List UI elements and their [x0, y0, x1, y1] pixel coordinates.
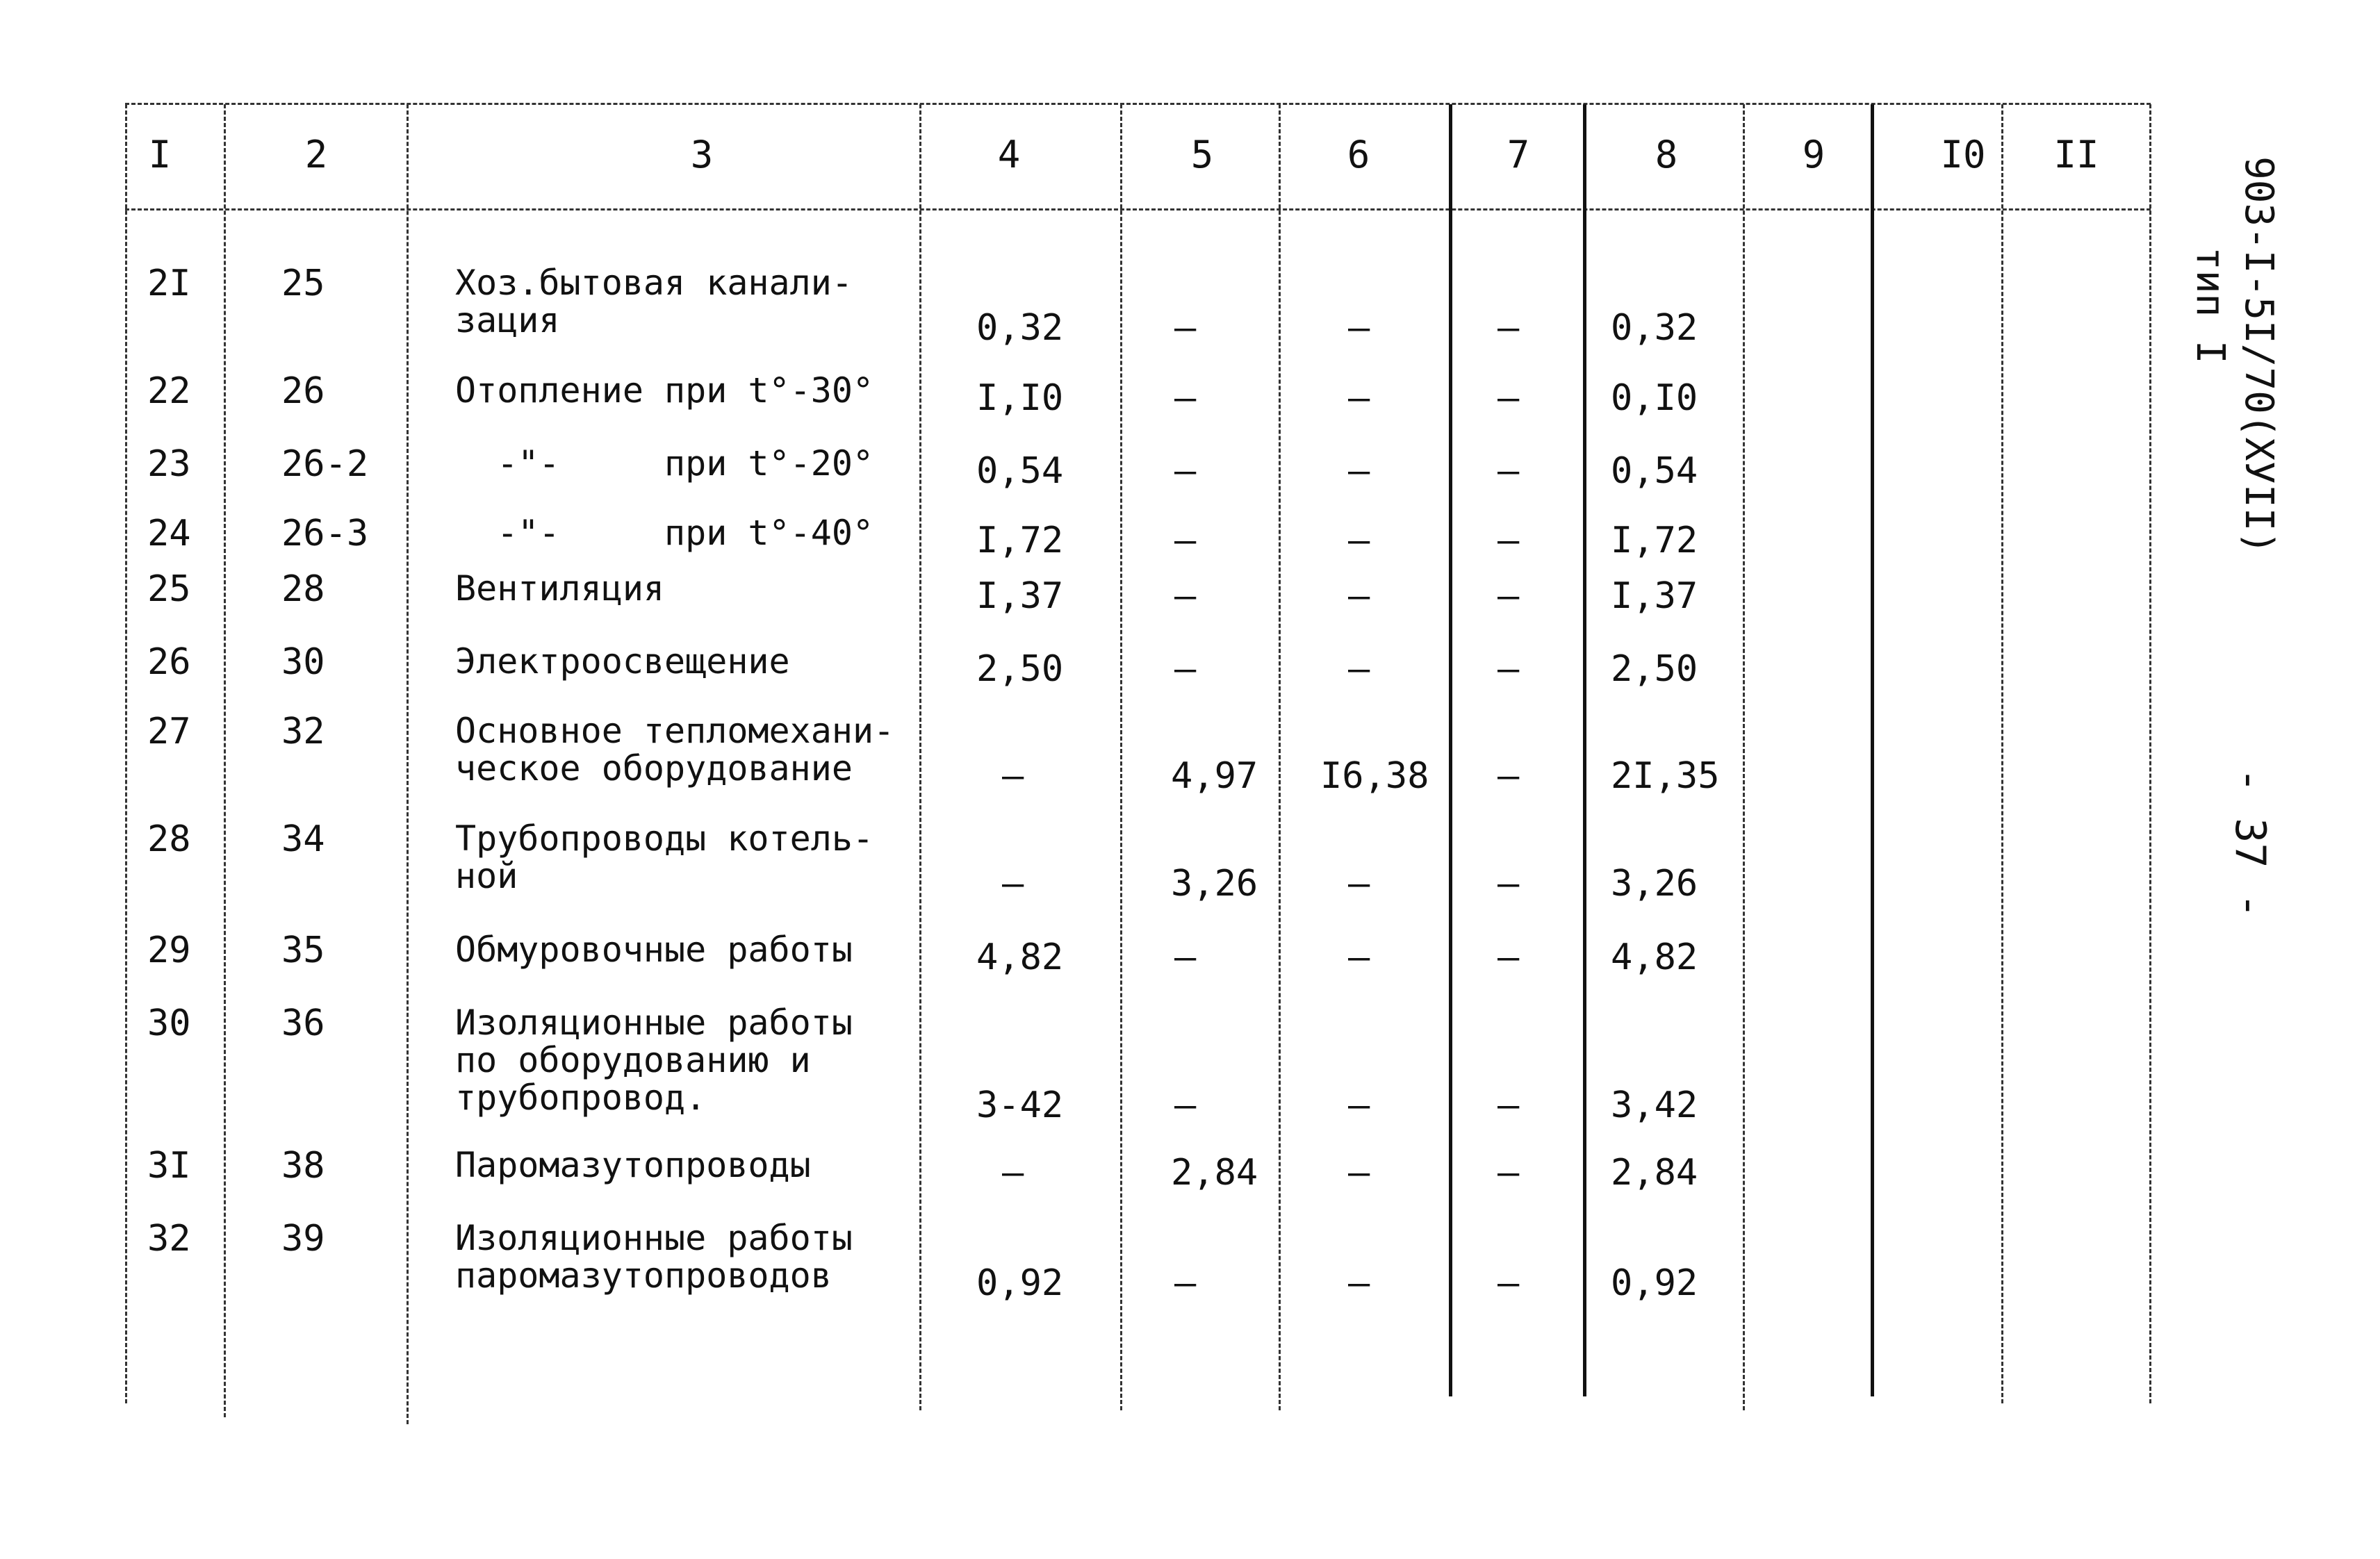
row-number: 26 — [147, 641, 191, 683]
row-value-c8: 2I,35 — [1611, 755, 1720, 797]
header-bottom-rule — [125, 208, 2151, 211]
row-value-c4: 0,92 — [976, 1262, 1064, 1304]
row-number: 2I — [147, 263, 191, 304]
row-description: ной — [455, 856, 518, 896]
row-value-c6: – — [1348, 575, 1370, 617]
header-col-6: 6 — [1347, 133, 1370, 176]
row-value-c8: 2,84 — [1611, 1152, 1698, 1194]
row-value-c6: – — [1348, 307, 1370, 349]
row-value-c7: – — [1497, 1084, 1520, 1126]
column-rule — [407, 104, 409, 1424]
row-value-c7: – — [1497, 377, 1520, 419]
row-number: 3I — [147, 1145, 191, 1187]
row-description: паромазутопроводов — [455, 1255, 832, 1296]
row-value-c5: 3,26 — [1171, 863, 1258, 905]
row-value-c8: I,72 — [1611, 520, 1698, 561]
row-description: Хоз.бытовая канали- — [455, 263, 853, 303]
row-description: Изоляционные работы — [455, 1003, 853, 1043]
column-rule — [1120, 104, 1122, 1410]
row-description: Вентиляция — [455, 568, 665, 609]
row-value-c7: – — [1497, 648, 1520, 690]
header-col-4: 4 — [997, 133, 1021, 176]
row-description: Трубопроводы котель- — [455, 818, 874, 859]
header-col-9: 9 — [1802, 133, 1825, 176]
row-value-c7: – — [1497, 450, 1520, 492]
row-value-c7: – — [1497, 937, 1520, 978]
row-value-c4: I,37 — [976, 575, 1064, 617]
row-value-c6: – — [1348, 648, 1370, 690]
row-value-c6: – — [1348, 450, 1370, 492]
page-number: - 37 - — [2226, 768, 2274, 918]
row-description: трубопровод. — [455, 1078, 707, 1118]
row-code: 32 — [281, 711, 325, 752]
document-type: тип I — [2188, 247, 2233, 364]
row-value-c7: – — [1497, 520, 1520, 561]
row-code: 35 — [281, 930, 325, 971]
row-value-c6: – — [1348, 377, 1370, 419]
row-description: Паромазутопроводы — [455, 1145, 811, 1185]
row-code: 34 — [281, 818, 325, 860]
row-number: 23 — [147, 443, 191, 485]
header-col-10: I0 — [1940, 133, 1986, 176]
row-code: 25 — [281, 263, 325, 304]
row-description: -"- при t°-20° — [455, 443, 874, 484]
row-value-c4: 3-42 — [976, 1084, 1064, 1126]
row-value-c8: 2,50 — [1611, 648, 1698, 690]
row-value-c8: 4,82 — [1611, 937, 1698, 978]
row-description: Основное тепломехани- — [455, 711, 895, 751]
row-description: Изоляционные работы — [455, 1218, 853, 1258]
row-value-c5: – — [1174, 575, 1197, 617]
row-number: 24 — [147, 513, 191, 554]
row-value-c5: – — [1174, 937, 1197, 978]
row-value-c7: – — [1497, 755, 1520, 797]
row-code: 26-3 — [281, 513, 369, 554]
row-description: Электроосвещение — [455, 641, 790, 682]
row-description: Обмуровочные работы — [455, 930, 853, 970]
row-description: по оборудованию и — [455, 1040, 811, 1080]
row-value-c4: – — [1002, 863, 1024, 905]
column-rule — [125, 104, 127, 1403]
row-value-c6: – — [1348, 1152, 1370, 1194]
row-code: 36 — [281, 1003, 325, 1044]
column-rule — [919, 104, 921, 1410]
row-code: 38 — [281, 1145, 325, 1187]
row-value-c8: 3,26 — [1611, 863, 1698, 905]
row-value-c6: – — [1348, 937, 1370, 978]
header-col-1: I — [148, 133, 172, 176]
column-rule — [224, 104, 226, 1417]
row-description: зация — [455, 300, 560, 340]
column-rule — [1743, 104, 1745, 1410]
row-number: 27 — [147, 711, 191, 752]
row-code: 26 — [281, 370, 325, 412]
column-rule — [1583, 104, 1586, 1396]
row-description: ческое оборудование — [455, 748, 853, 789]
header-col-3: 3 — [690, 133, 714, 176]
row-value-c8: 0,I0 — [1611, 377, 1698, 419]
header-col-2: 2 — [304, 133, 328, 176]
row-value-c5: 2,84 — [1171, 1152, 1258, 1194]
column-rule — [1449, 104, 1452, 1396]
header-col-7: 7 — [1507, 133, 1530, 176]
row-value-c6: – — [1348, 1262, 1370, 1304]
row-code: 28 — [281, 568, 325, 610]
column-rule — [1871, 104, 1874, 1396]
row-value-c4: – — [1002, 1152, 1024, 1194]
row-number: 29 — [147, 930, 191, 971]
row-value-c5: – — [1174, 1084, 1197, 1126]
row-value-c7: – — [1497, 1152, 1520, 1194]
row-value-c7: – — [1497, 307, 1520, 349]
row-value-c8: 3,42 — [1611, 1084, 1698, 1126]
row-value-c4: 4,82 — [976, 937, 1064, 978]
row-value-c6: – — [1348, 1084, 1370, 1126]
row-value-c4: I,72 — [976, 520, 1064, 561]
row-value-c4: 0,32 — [976, 307, 1064, 349]
row-number: 25 — [147, 568, 191, 610]
header-col-11: II — [2053, 133, 2099, 176]
row-code: 39 — [281, 1218, 325, 1260]
row-value-c8: 0,32 — [1611, 307, 1698, 349]
header-col-8: 8 — [1655, 133, 1678, 176]
table-top-rule — [125, 103, 2151, 105]
row-value-c7: – — [1497, 863, 1520, 905]
header-col-5: 5 — [1190, 133, 1214, 176]
row-number: 32 — [147, 1218, 191, 1260]
row-value-c5: – — [1174, 307, 1197, 349]
row-value-c4: – — [1002, 755, 1024, 797]
column-rule — [1279, 104, 1281, 1410]
row-number: 28 — [147, 818, 191, 860]
row-value-c5: – — [1174, 520, 1197, 561]
column-rule — [2149, 104, 2151, 1403]
row-value-c6: I6,38 — [1320, 755, 1429, 797]
row-value-c7: – — [1497, 575, 1520, 617]
row-description: -"- при t°-40° — [455, 513, 874, 553]
row-number: 30 — [147, 1003, 191, 1044]
row-code: 30 — [281, 641, 325, 683]
row-value-c8: 0,92 — [1611, 1262, 1698, 1304]
row-value-c5: – — [1174, 1262, 1197, 1304]
row-value-c8: I,37 — [1611, 575, 1698, 617]
row-value-c4: 0,54 — [976, 450, 1064, 492]
row-value-c4: 2,50 — [976, 648, 1064, 690]
row-value-c7: – — [1497, 1262, 1520, 1304]
row-value-c8: 0,54 — [1611, 450, 1698, 492]
row-value-c5: 4,97 — [1171, 755, 1258, 797]
row-value-c5: – — [1174, 648, 1197, 690]
row-number: 22 — [147, 370, 191, 412]
column-rule — [2001, 104, 2003, 1403]
row-value-c5: – — [1174, 450, 1197, 492]
row-code: 26-2 — [281, 443, 369, 485]
row-value-c6: – — [1348, 863, 1370, 905]
document-code: 903-I-5I/70(XУII) — [2236, 156, 2281, 555]
row-value-c4: I,I0 — [976, 377, 1064, 419]
row-value-c5: – — [1174, 377, 1197, 419]
row-value-c6: – — [1348, 520, 1370, 561]
row-description: Отопление при t°-30° — [455, 370, 874, 411]
